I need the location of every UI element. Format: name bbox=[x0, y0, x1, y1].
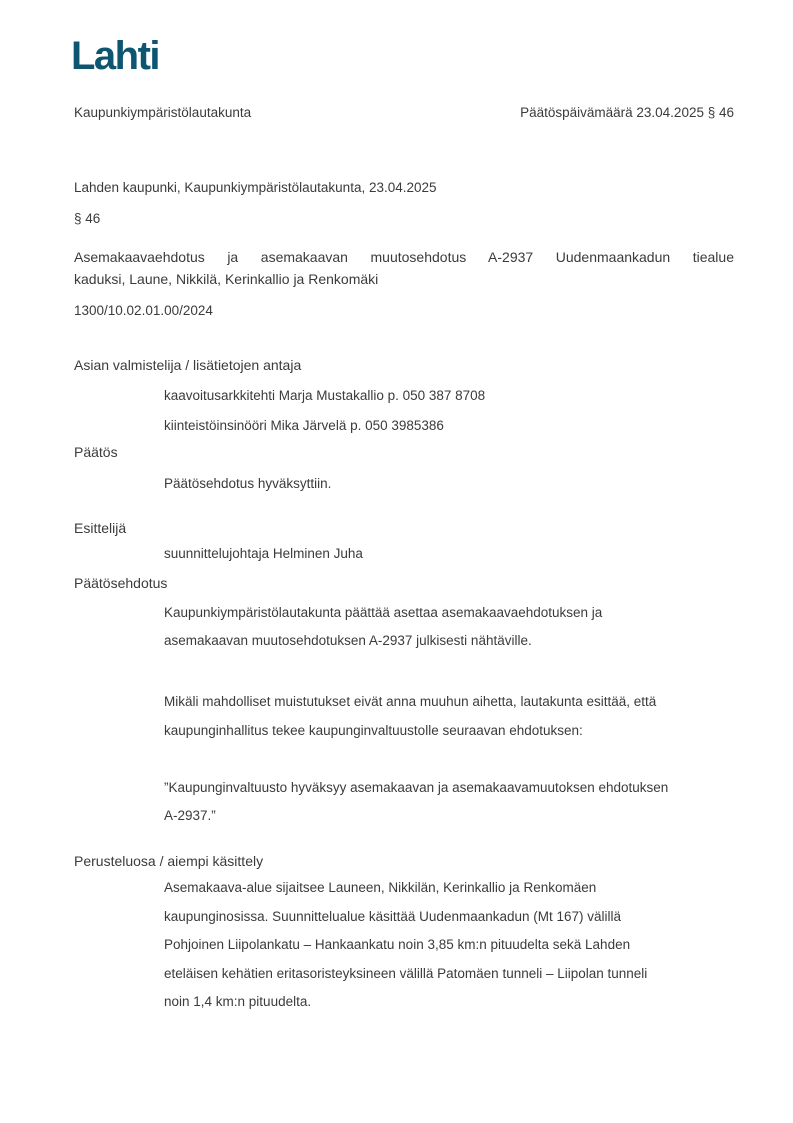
section-mark: § 46 bbox=[74, 211, 101, 226]
org-line: Lahden kaupunki, Kaupunkiympäristölautakunta, 23.04.2025 bbox=[74, 180, 437, 195]
perusteluosa-body bbox=[164, 874, 734, 1017]
paatos-body bbox=[164, 475, 734, 493]
document-title bbox=[74, 246, 734, 290]
lahti-logo: Lahti bbox=[71, 34, 160, 78]
document-title-line1: Asemakaavaehdotus ja asemakaavan muutosehdotus A-2937 Uudenmaankadun tiealue bbox=[74, 249, 734, 265]
body-line: kaavoitusarkkitehti Marja Mustakallio p. 050 387 8708 bbox=[164, 388, 486, 403]
body-line: Kaupunkiympäristölautakunta päättää asettaa asemakaavaehdotuksen ja bbox=[164, 605, 603, 620]
paatosehdotus-quote bbox=[164, 774, 734, 830]
body-line: kiinteistöinsinööri Mika Järvelä p. 050 3985386 bbox=[164, 418, 444, 433]
body-line: kaupunginhallitus tekee kaupunginvaltuustolle seuraavan ehdotuksen: bbox=[164, 723, 583, 738]
heading-esittelija: Esittelijä bbox=[74, 520, 127, 536]
body-line: ”Kaupunginvaltuusto hyväksyy asemakaavan ja asemakaavamuutoksen ehdotuksen bbox=[164, 780, 669, 795]
body-line: A-2937.” bbox=[164, 808, 216, 823]
heading-valmistelija: Asian valmistelija / lisätietojen antaja bbox=[74, 357, 302, 373]
header-committee-name: Kaupunkiympäristölautakunta bbox=[74, 105, 252, 120]
body-line: suunnittelujohtaja Helminen Juha bbox=[164, 546, 363, 561]
valmistelija-body bbox=[164, 381, 734, 441]
diary-number: 1300/10.02.01.00/2024 bbox=[74, 303, 213, 318]
body-line: Asemakaava-alue sijaitsee Launeen, Nikkilän, Kerinkallio ja Renkomäen bbox=[164, 880, 597, 895]
body-line: Mikäli mahdolliset muistutukset eivät anna muuhun aihetta, lautakunta esittää, että bbox=[164, 694, 657, 709]
heading-paatosehdotus: Päätösehdotus bbox=[74, 575, 168, 591]
esittelija-body bbox=[164, 545, 734, 563]
body-line: Päätösehdotus hyväksyttiin. bbox=[164, 476, 332, 491]
paatosehdotus-paragraph-2 bbox=[164, 687, 734, 745]
paatosehdotus-paragraph-1 bbox=[164, 599, 734, 655]
body-line: kaupunginosissa. Suunnittelualue käsittää Uudenmaankadun (Mt 167) välillä bbox=[164, 908, 622, 924]
body-line: Pohjoinen Liipolankatu – Hankaankatu noin 3,85 km:n pituudelta sekä Lahden bbox=[164, 937, 631, 952]
heading-perusteluosa: Perusteluosa / aiempi käsittely bbox=[74, 853, 264, 869]
document-title-line2: kaduksi, Laune, Nikkilä, Kerinkallio ja Renkomäki bbox=[74, 271, 379, 287]
page-header bbox=[74, 105, 734, 121]
body-line: asemakaavan muutosehdotuksen A-2937 julkisesti nähtäville. bbox=[164, 633, 532, 648]
heading-paatos: Päätös bbox=[74, 444, 118, 460]
header-decision-date: Päätöspäivämäärä 23.04.2025 § 46 bbox=[520, 105, 734, 120]
body-line: noin 1,4 km:n pituudelta. bbox=[164, 994, 312, 1009]
body-line: eteläisen kehätien eritasoristeyksineen välillä Patomäen tunneli – Liipolan tunneli bbox=[164, 965, 648, 981]
